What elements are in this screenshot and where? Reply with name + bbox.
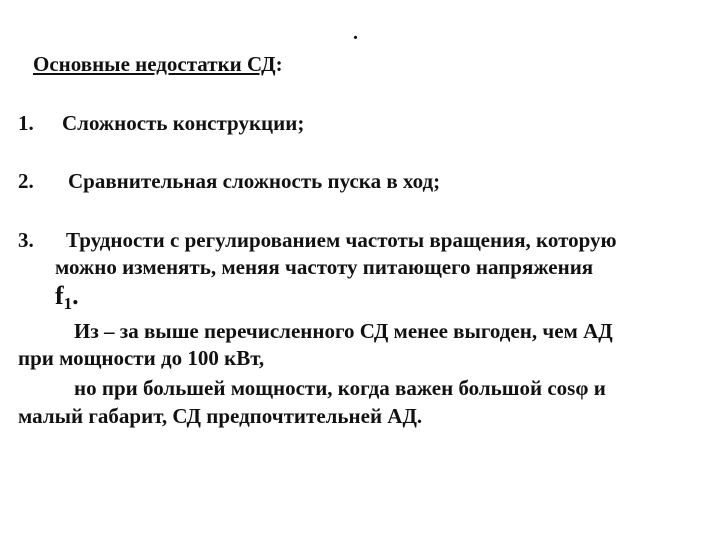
list-item-number: 1. bbox=[18, 111, 34, 135]
list-item-text: Сложность конструкции; bbox=[62, 111, 305, 135]
slide-title-colon: : bbox=[275, 52, 283, 76]
frequency-subscript: 1 bbox=[63, 294, 73, 313]
slide-title bbox=[33, 52, 283, 77]
paragraph-line: при мощности до 100 кВт, bbox=[18, 346, 265, 370]
frequency-letter: f bbox=[55, 281, 64, 310]
frequency-symbol bbox=[55, 281, 79, 319]
list-item-text-line1: Трудности с регулированием частоты вращения, которую bbox=[66, 228, 617, 252]
frequency-period: . bbox=[72, 281, 79, 310]
decorative-dot: . bbox=[353, 22, 358, 44]
list-item-text-line2: можно изменять, меняя частоту питающего напряжения bbox=[55, 255, 594, 279]
paragraph-line: Из – за выше перечисленного СД менее выгоден, чем АД bbox=[74, 319, 613, 343]
paragraph-line: но при большей мощности, когда важен большой cosφ и bbox=[74, 376, 606, 400]
slide-title-text: Основные недостатки СД bbox=[33, 52, 276, 76]
list-item-text: Сравнительная сложность пуска в ход; bbox=[68, 169, 441, 193]
list-item-number: 3. bbox=[18, 228, 34, 252]
paragraph-line: малый габарит, СД предпочтительней АД. bbox=[18, 404, 423, 428]
list-item-number: 2. bbox=[18, 169, 34, 193]
